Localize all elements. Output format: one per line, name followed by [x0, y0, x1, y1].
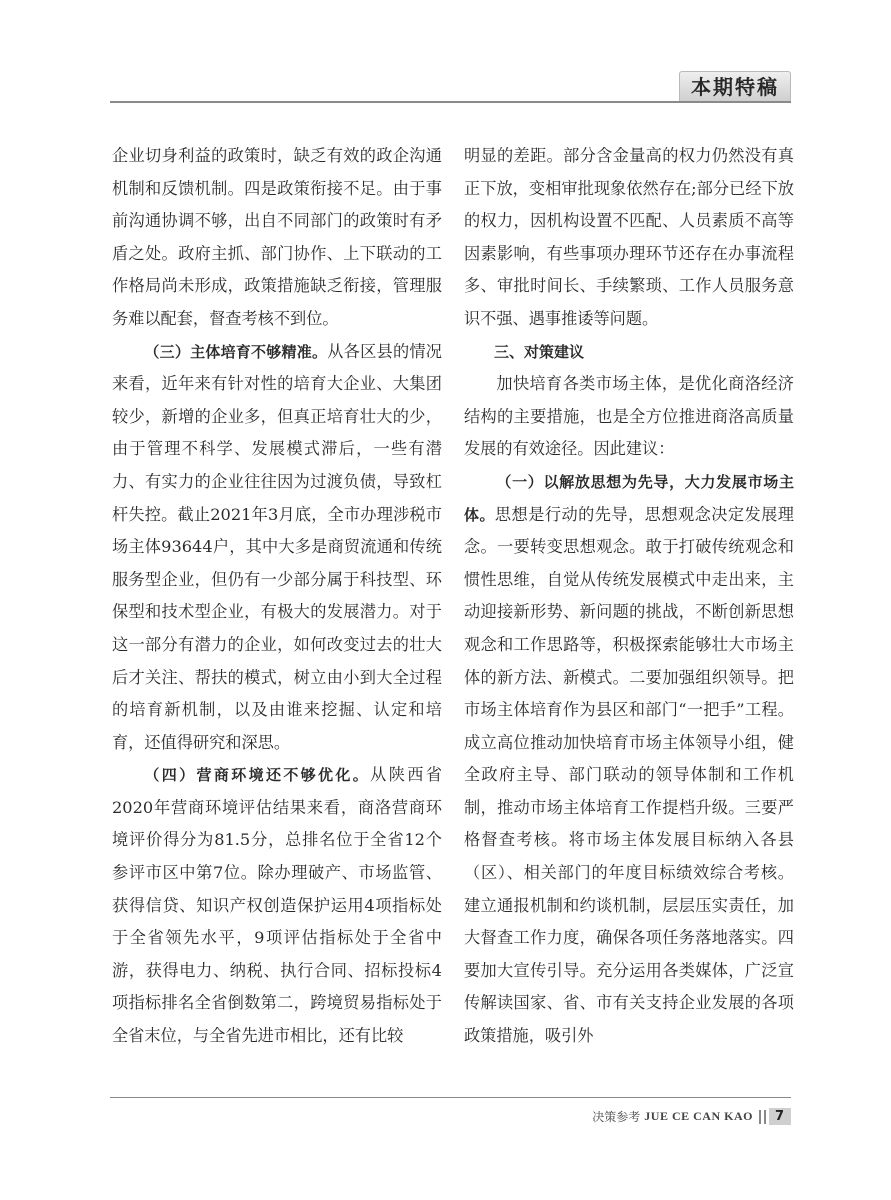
paragraph: 明显的差距。部分含金量高的权力仍然没有真正下放，变相审批现象依然存在;部分已经下放的权力，因机构设置不匹配、人员素质不高等因素影响，有些事项办理环节还存在办事流程多、审批时间长、手续繁琐、工作人员服务意识不强、遇事推诿等问题。 — [464, 146, 794, 328]
paragraph — [112, 759, 442, 1052]
footer-divider — [110, 1097, 791, 1098]
subheading: （四）营商环境还不够优化。 — [144, 766, 371, 785]
paragraph: 加快培育各类市场主体，是优化商洛经济结构的主要措施，也是全方位推进商洛高质量发展的有效途径。因此建议： — [464, 374, 794, 459]
paragraph — [464, 466, 794, 1053]
paragraph-text: 从陕西省2020年营商环境评估结果来看，商洛营商环境评价得分为81.5分，总排名位于全省12个参评市区中第7位。除办理破产、市场监管、获得信贷、知识产权创造保护运用4项指标处于全省领先水平，9项评估指标处于全省中游，获得电力、纳税、执行合同、招标投标4项指标排名全省倒数第二，跨境贸易指标处于全省末位，与全省先进市相比，还有比较 — [112, 765, 442, 1046]
footer-bar — [759, 1110, 761, 1124]
subheading: （一）以解放思想为先导，大力发展市场主体。 — [464, 472, 794, 524]
paragraph — [112, 336, 442, 760]
section-heading: 三、对策建议 — [494, 342, 585, 361]
subheading: （三）主体培育不够精准。 — [144, 342, 328, 361]
left-column — [112, 140, 442, 1053]
right-column — [464, 140, 794, 1053]
section-title-tab: 本期特稿 — [679, 71, 791, 101]
paragraph-text: 从各区县的情况来看，近年来有针对性的培育大企业、大集团较少，新增的企业多，但真正培育壮大的少，由于管理不科学、发展模式滞后，一些有潜力、有实力的企业往往因为过渡负债，导致杠杆失控。截止2021年3月底，全市办理涉税市场主体93644户，其中大多是商贸流通和传统服务型企业，但仍有一少部分属于科技型、环保型和技术型企业，有极大的发展潜力。对于这一部分有潜力的企业，如何改变过去的壮大后才关注、帮扶的模式，树立由小到大全过程的培育新机制，以及由谁来挖掘、认定和培育，还值得研究和深思。 — [112, 341, 442, 752]
page-footer — [592, 1108, 791, 1125]
header-divider — [110, 101, 791, 103]
footer-bar — [764, 1110, 766, 1124]
journal-name-en: JUE CE CAN KAO — [644, 1109, 753, 1123]
paragraph: 企业切身利益的政策时，缺乏有效的政企沟通机制和反馈机制。四是政策衔接不足。由于事前沟通协调不够，出自不同部门的政策时有矛盾之处。政府主抓、部门协作、上下联动的工作格局尚未形成，政策措施缺乏衔接，管理服务难以配套，督查考核不到位。 — [112, 146, 442, 328]
paragraph-text: 思想是行动的先导，思想观念决定发展理念。一要转变思想观念。敢于打破传统观念和惯性思维，自觉从传统发展模式中走出来，主动迎接新形势、新问题的挑战，不断创新思想观念和工作思路等，积极探索能够壮大市场主体的新方法、新模式。二要加强组织领导。把市场主体培育作为县区和部门“一把手”工程。成立高位推动加快培育市场主体领导小组，健全政府主导、部门联动的领导体制和工作机制，推动市场主体培育工作提档升级。三要严格督查考核。将市场主体发展目标纳入各县（区）、相关部门的年度目标绩效综合考核。建立通报机制和约谈机制，层层压实责任，加大督查工作力度，确保各项任务落地落实。四要加大宣传引导。充分运用各类媒体，广泛宣传解读国家、省、市有关支持企业发展的各项政策措施，吸引外 — [464, 504, 794, 1046]
page-number: 7 — [769, 1108, 791, 1125]
journal-name-cn: 决策参考 — [592, 1110, 641, 1124]
